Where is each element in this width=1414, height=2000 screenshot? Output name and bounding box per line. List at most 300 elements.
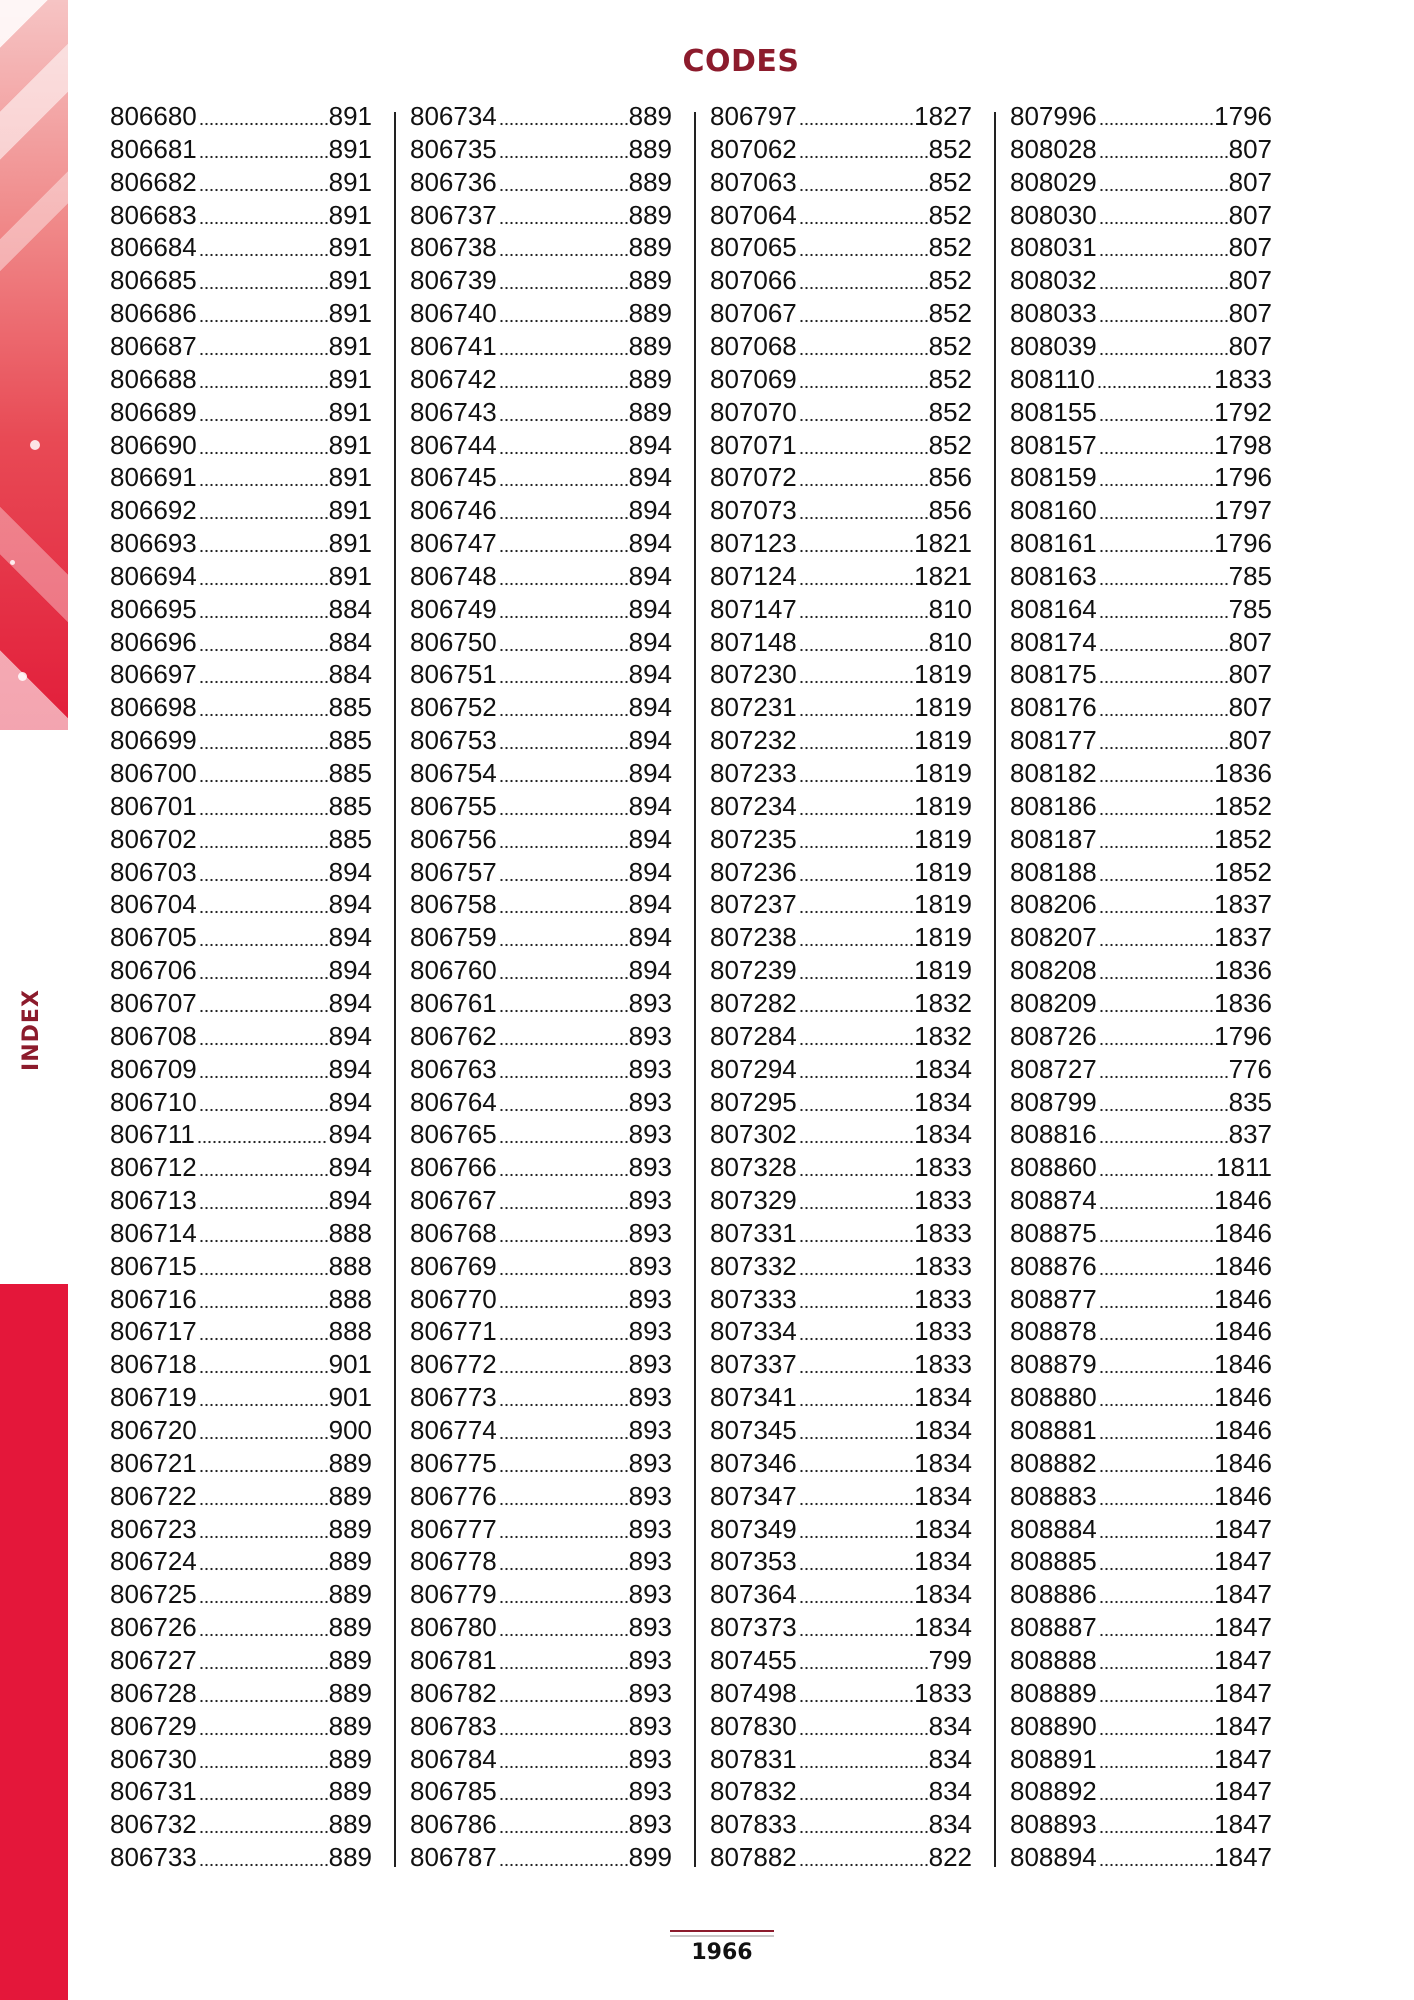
index-page-ref: 894 [628, 659, 672, 690]
index-row [710, 100, 972, 133]
index-code: 806695 [110, 593, 197, 624]
dot-leader [799, 877, 913, 883]
index-page-ref: 893 [628, 1250, 672, 1281]
index-row [410, 199, 672, 232]
index-page-ref: 1833 [914, 1677, 972, 1708]
index-code: 807302 [710, 1119, 797, 1150]
dot-leader [499, 1271, 628, 1277]
dot-leader [1099, 1205, 1213, 1211]
index-page-ref: 891 [328, 429, 372, 460]
index-page-ref: 889 [628, 101, 672, 131]
index-row [710, 396, 972, 429]
dot-leader [799, 154, 928, 160]
index-page-ref: 894 [328, 987, 372, 1018]
dot-leader [1099, 1238, 1213, 1244]
dot-leader [1099, 1796, 1213, 1802]
index-page-ref: 891 [328, 396, 372, 427]
index-row [710, 724, 972, 757]
dot-leader [199, 1468, 328, 1474]
index-row [1010, 527, 1272, 560]
index-code: 808816 [1010, 1119, 1097, 1150]
index-row [410, 133, 672, 166]
index-page-ref: 893 [628, 1710, 672, 1741]
index-code: 806775 [410, 1447, 497, 1478]
index-page-ref: 894 [628, 922, 672, 953]
index-row [110, 461, 372, 494]
dot-leader [199, 1862, 328, 1868]
index-code: 806733 [110, 1842, 197, 1873]
dot-leader [799, 1566, 913, 1572]
index-row [1010, 1743, 1272, 1776]
index-page-ref: 807 [1228, 626, 1272, 657]
index-code: 807232 [710, 725, 797, 756]
dot-leader [799, 1369, 913, 1375]
index-row [1010, 199, 1272, 232]
index-page-ref: 1834 [914, 1447, 972, 1478]
index-page-ref: 799 [928, 1644, 972, 1675]
index-page-ref: 893 [628, 1382, 672, 1413]
index-row [1010, 1578, 1272, 1611]
dot-leader [199, 351, 328, 357]
index-row [110, 757, 372, 790]
index-page-ref: 1847 [1214, 1513, 1272, 1544]
index-row [1010, 921, 1272, 954]
index-row [110, 691, 372, 724]
index-page-ref: 852 [928, 363, 972, 394]
index-page-ref: 807 [1228, 659, 1272, 690]
index-code: 808164 [1010, 593, 1097, 624]
index-code: 808889 [1010, 1677, 1097, 1708]
index-code: 806773 [410, 1382, 497, 1413]
dot-leader [499, 1468, 628, 1474]
index-page-ref: 894 [628, 429, 672, 460]
dot-leader [1099, 1041, 1213, 1047]
index-code: 807231 [710, 692, 797, 723]
index-row [1010, 1348, 1272, 1381]
index-page-ref: 1846 [1214, 1382, 1272, 1413]
index-page-ref: 1834 [914, 1480, 972, 1511]
index-page-ref: 885 [328, 692, 372, 723]
index-page-ref: 1821 [914, 560, 972, 591]
index-code: 806722 [110, 1480, 197, 1511]
index-code: 808887 [1010, 1612, 1097, 1643]
index-code: 807830 [710, 1710, 797, 1741]
dot-leader [499, 1172, 628, 1178]
index-row [110, 1578, 372, 1611]
index-code: 808890 [1010, 1710, 1097, 1741]
dot-leader [199, 1041, 328, 1047]
index-code: 808039 [1010, 330, 1097, 361]
index-code: 807069 [710, 363, 797, 394]
dot-leader [799, 1501, 913, 1507]
index-row [1010, 100, 1272, 133]
index-row [410, 297, 672, 330]
index-row [410, 429, 672, 462]
index-page-ref: 893 [628, 1316, 672, 1347]
dot-leader [199, 1796, 328, 1802]
index-row [410, 1841, 672, 1874]
index-code: 806688 [110, 363, 197, 394]
index-code: 807332 [710, 1250, 797, 1281]
dot-leader [1099, 909, 1213, 915]
index-code: 807147 [710, 593, 797, 624]
dot-leader [1099, 712, 1228, 718]
index-page-ref: 1797 [1214, 495, 1272, 526]
index-code: 806701 [110, 790, 197, 821]
index-code: 806690 [110, 429, 197, 460]
index-code: 806763 [410, 1053, 497, 1084]
index-page-ref: 893 [628, 1086, 672, 1117]
index-code: 806696 [110, 626, 197, 657]
dot-leader [499, 877, 628, 883]
dot-leader [799, 1271, 913, 1277]
dot-leader [799, 811, 913, 817]
index-page-ref: 852 [928, 133, 972, 164]
index-page-ref: 888 [328, 1283, 372, 1314]
index-page-ref: 884 [328, 626, 372, 657]
dot-leader [1099, 1271, 1213, 1277]
index-row [110, 1151, 372, 1184]
index-page-ref: 1833 [914, 1283, 972, 1314]
index-page-ref: 893 [628, 1415, 672, 1445]
index-page-ref: 852 [928, 298, 972, 329]
index-page-ref: 900 [328, 1415, 372, 1445]
dot-leader [1099, 1829, 1213, 1835]
index-row [710, 790, 972, 823]
index-page-ref: 1847 [1214, 1546, 1272, 1577]
index-code: 806732 [110, 1809, 197, 1840]
index-code: 808175 [1010, 659, 1097, 690]
index-code: 807233 [710, 758, 797, 788]
dot-leader [799, 1632, 913, 1638]
index-row [1010, 1086, 1272, 1119]
index-row [1010, 1053, 1272, 1086]
index-code: 808186 [1010, 790, 1097, 821]
dot-leader [1099, 1534, 1213, 1540]
dot-leader [1099, 1172, 1215, 1178]
dot-leader [1099, 614, 1228, 620]
dot-leader [499, 1796, 628, 1802]
index-code: 807064 [710, 199, 797, 230]
index-row [710, 593, 972, 626]
index-page-ref: 893 [628, 1776, 672, 1807]
dot-leader [199, 1336, 328, 1342]
dot-leader [499, 1041, 628, 1047]
index-code: 808875 [1010, 1217, 1097, 1248]
index-page-ref: 785 [1228, 593, 1272, 624]
index-code: 808881 [1010, 1415, 1097, 1445]
index-code: 808886 [1010, 1579, 1097, 1610]
index-row [410, 1578, 672, 1611]
page-title: CODES [682, 44, 800, 79]
index-page-ref: 889 [328, 1677, 372, 1708]
index-row [1010, 626, 1272, 659]
dot-leader [499, 1238, 628, 1244]
index-code: 806713 [110, 1185, 197, 1216]
index-code: 807065 [710, 232, 797, 263]
dot-leader [799, 1435, 913, 1441]
index-page-ref: 889 [328, 1513, 372, 1544]
dot-leader [499, 1566, 628, 1572]
index-row [410, 527, 672, 560]
index-code: 806769 [410, 1250, 497, 1281]
index-page-ref: 834 [928, 1776, 972, 1807]
dot-leader [799, 581, 913, 587]
index-page-ref: 894 [628, 889, 672, 920]
index-code: 808894 [1010, 1842, 1097, 1873]
dot-leader [1099, 844, 1213, 850]
index-row [410, 1644, 672, 1677]
index-code: 806770 [410, 1283, 497, 1314]
index-row [710, 1775, 972, 1808]
index-row [410, 856, 672, 889]
index-page-ref: 894 [328, 1119, 372, 1150]
index-page-ref: 901 [328, 1382, 372, 1413]
dot-leader [499, 121, 628, 127]
dot-leader [199, 285, 328, 291]
dot-leader [1099, 285, 1228, 291]
dot-leader [199, 1074, 328, 1080]
index-page-ref: 807 [1228, 265, 1272, 296]
index-row [710, 199, 972, 232]
dot-leader [799, 1796, 928, 1802]
index-row [110, 658, 372, 691]
index-page-ref: 893 [628, 1020, 672, 1051]
index-row [1010, 494, 1272, 527]
index-row [410, 1775, 672, 1808]
index-code: 806681 [110, 133, 197, 164]
dot-leader [499, 1008, 628, 1014]
index-row [710, 1743, 972, 1776]
index-code: 806797 [710, 101, 797, 131]
index-code: 806731 [110, 1776, 197, 1807]
index-code: 808880 [1010, 1382, 1097, 1413]
dot-leader [499, 1304, 628, 1310]
index-row [710, 133, 972, 166]
index-page-ref: 856 [928, 495, 972, 526]
index-page-ref: 894 [628, 593, 672, 624]
index-code: 807329 [710, 1185, 797, 1216]
dot-leader [1099, 647, 1228, 653]
dot-leader [499, 548, 628, 554]
dot-leader [799, 1008, 913, 1014]
dot-leader [499, 614, 628, 620]
index-code: 806700 [110, 758, 197, 788]
index-row [110, 1053, 372, 1086]
dot-leader [499, 515, 628, 521]
index-code: 808727 [1010, 1053, 1097, 1084]
dot-leader [499, 1139, 628, 1145]
index-row [410, 658, 672, 691]
index-row [710, 1283, 972, 1316]
index-code: 807337 [710, 1349, 797, 1380]
index-page-ref: 1834 [914, 1086, 972, 1117]
index-code: 806689 [110, 396, 197, 427]
dot-leader [199, 877, 328, 883]
index-page-ref: 891 [328, 101, 372, 131]
index-page-ref: 1834 [914, 1053, 972, 1084]
index-row [1010, 1841, 1272, 1874]
index-code: 807882 [710, 1842, 797, 1873]
dot-leader [499, 942, 628, 948]
dot-leader [1099, 351, 1228, 357]
index-code: 807068 [710, 330, 797, 361]
index-page-ref: 1819 [914, 823, 972, 854]
index-code: 807237 [710, 889, 797, 920]
index-code: 808160 [1010, 495, 1097, 526]
index-row [410, 1283, 672, 1316]
index-row [110, 724, 372, 757]
index-page-ref: 1847 [1214, 1644, 1272, 1675]
index-page-ref: 889 [328, 1480, 372, 1511]
dot-leader [1099, 581, 1228, 587]
dot-leader [799, 1534, 913, 1540]
index-code: 806705 [110, 922, 197, 953]
index-row [410, 1710, 672, 1743]
index-code: 808208 [1010, 955, 1097, 986]
dot-leader [799, 975, 913, 981]
index-row [410, 1743, 672, 1776]
index-code: 806784 [410, 1743, 497, 1774]
dot-leader [799, 1468, 913, 1474]
index-page-ref: 1837 [1214, 889, 1272, 920]
dot-leader [799, 1599, 913, 1605]
dot-leader [1099, 1435, 1213, 1441]
dot-leader [799, 482, 928, 488]
dot-leader [199, 909, 328, 915]
dot-leader [199, 1402, 328, 1408]
index-page-ref: 856 [928, 462, 972, 493]
dot-leader [499, 285, 628, 291]
index-code: 807346 [710, 1447, 797, 1478]
index-row [110, 1020, 372, 1053]
index-row [1010, 1545, 1272, 1578]
index-page-ref: 1833 [914, 1250, 972, 1281]
dot-leader [799, 1139, 913, 1145]
dot-leader [499, 909, 628, 915]
index-row [410, 626, 672, 659]
dot-leader [799, 778, 913, 784]
index-code: 806729 [110, 1710, 197, 1741]
dot-leader [1099, 1599, 1213, 1605]
index-page-ref: 889 [628, 330, 672, 361]
index-code: 806698 [110, 692, 197, 723]
index-page-ref: 807 [1228, 166, 1272, 197]
dot-leader [199, 1501, 328, 1507]
index-code: 806727 [110, 1644, 197, 1675]
dot-leader [799, 548, 913, 554]
index-page-ref: 1852 [1214, 790, 1272, 821]
index-page-ref: 894 [628, 955, 672, 986]
index-page-ref: 1819 [914, 856, 972, 887]
index-row [710, 1053, 972, 1086]
index-code: 807333 [710, 1283, 797, 1314]
index-page-ref: 1833 [914, 1217, 972, 1248]
index-row [1010, 1118, 1272, 1151]
dot-leader [199, 417, 328, 423]
index-code: 806707 [110, 987, 197, 1018]
index-row [410, 691, 672, 724]
index-page-ref: 894 [628, 790, 672, 821]
index-page-ref: 893 [628, 1579, 672, 1610]
index-row [410, 264, 672, 297]
dot-leader [199, 121, 328, 127]
index-row [1010, 1414, 1272, 1447]
index-code: 806716 [110, 1283, 197, 1314]
index-code: 808174 [1010, 626, 1097, 657]
index-code: 807236 [710, 856, 797, 887]
index-page-ref: 884 [328, 593, 372, 624]
index-row [710, 166, 972, 199]
index-page-ref: 1846 [1214, 1349, 1272, 1380]
index-page-ref: 893 [628, 1349, 672, 1380]
index-code: 808879 [1010, 1349, 1097, 1380]
index-row [410, 1348, 672, 1381]
index-code: 807072 [710, 462, 797, 493]
index-row [410, 363, 672, 396]
index-page-ref: 894 [628, 626, 672, 657]
index-page-ref: 894 [628, 856, 672, 887]
dot-leader [1099, 417, 1213, 423]
index-page-ref: 893 [628, 1053, 672, 1084]
dot-leader [1099, 1369, 1213, 1375]
dot-leader [1099, 1336, 1213, 1342]
index-code: 808177 [1010, 725, 1097, 756]
index-code: 807373 [710, 1612, 797, 1643]
dot-leader [1099, 482, 1213, 488]
index-code: 806706 [110, 955, 197, 986]
index-code: 806692 [110, 495, 197, 526]
index-code: 806766 [410, 1152, 497, 1183]
index-row [410, 1184, 672, 1217]
index-page-ref: 894 [328, 955, 372, 986]
dot-leader [199, 1205, 328, 1211]
dot-leader [499, 220, 628, 226]
index-row [710, 1513, 972, 1546]
index-code: 807349 [710, 1513, 797, 1544]
index-code: 806691 [110, 462, 197, 493]
index-row [1010, 1775, 1272, 1808]
dot-leader [499, 1665, 628, 1671]
index-code: 808155 [1010, 396, 1097, 427]
index-row [1010, 1644, 1272, 1677]
index-page-ref: 1847 [1214, 1677, 1272, 1708]
index-code: 808163 [1010, 560, 1097, 591]
index-code: 806704 [110, 889, 197, 920]
index-code: 808187 [1010, 823, 1097, 854]
index-row [710, 888, 972, 921]
index-page-ref: 807 [1228, 725, 1272, 756]
dot-leader [499, 1435, 628, 1441]
index-page-ref: 889 [628, 265, 672, 296]
index-page-ref: 1819 [914, 692, 972, 723]
index-row [710, 1118, 972, 1151]
index-code: 807234 [710, 790, 797, 821]
index-row [1010, 429, 1272, 462]
dot-leader [1099, 220, 1228, 226]
index-row [410, 494, 672, 527]
index-page-ref: 894 [628, 725, 672, 756]
index-page-ref: 894 [628, 823, 672, 854]
index-page-ref: 852 [928, 232, 972, 263]
index-page-ref: 1834 [914, 1382, 972, 1413]
dot-leader [199, 1008, 328, 1014]
dot-leader [1099, 1074, 1228, 1080]
index-code: 806682 [110, 166, 197, 197]
index-row [410, 166, 672, 199]
index-row [710, 461, 972, 494]
index-page-ref: 1821 [914, 528, 972, 559]
